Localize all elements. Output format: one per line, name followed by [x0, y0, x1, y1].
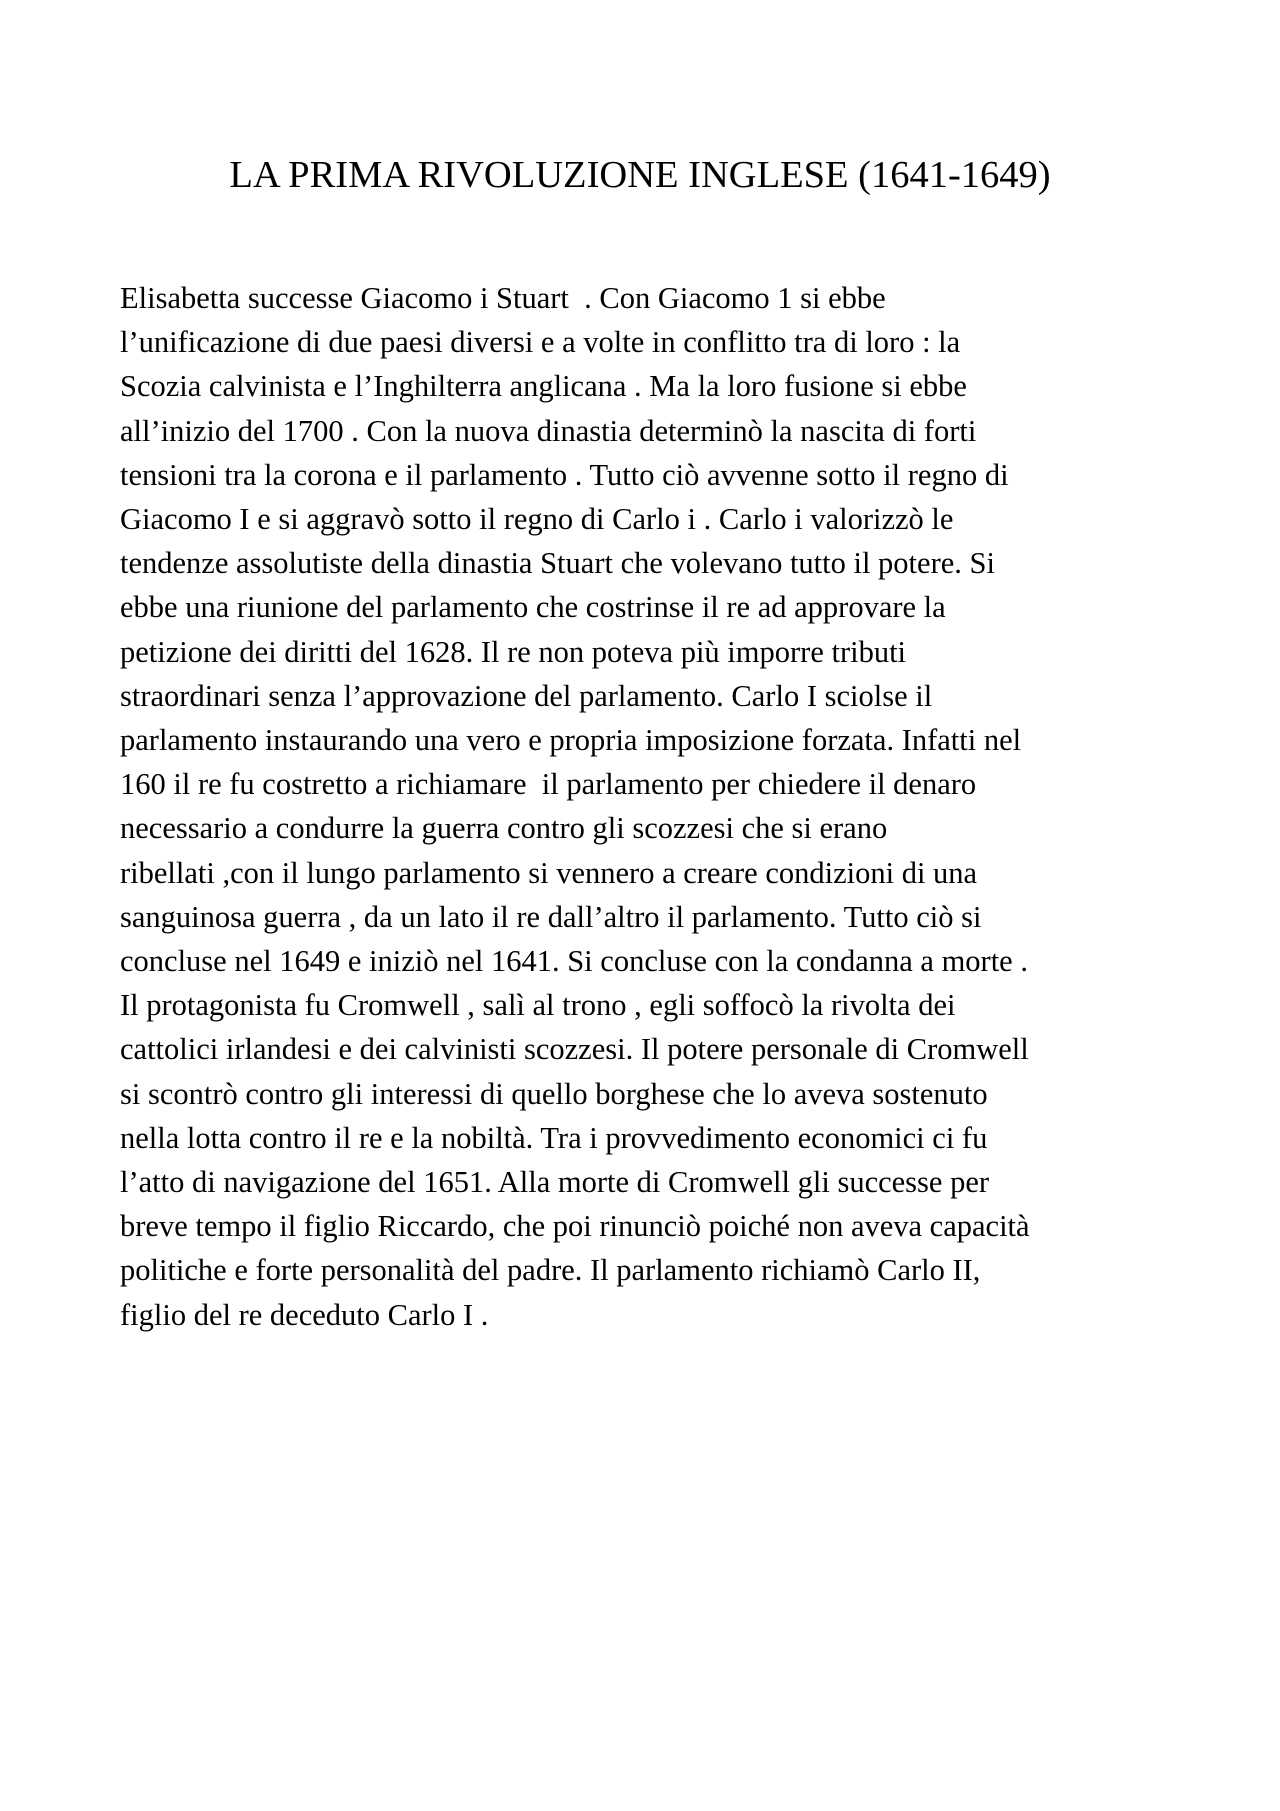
text-line: necessario a condurre la guerra contro gli scozzesi che si erano: [120, 811, 888, 846]
text-line: 160 il re fu costretto a richiamare il parlamento per chiedere il denaro: [120, 767, 977, 802]
text-line: Elisabetta successe Giacomo i Stuart . Con Giacomo 1 si ebbe: [120, 281, 886, 315]
text-line: petizione dei diritti del 1628. Il re non poteva più imporre tributi: [120, 634, 907, 669]
text-line: all’inizio del 1700 . Con la nuova dinastia determinò la nascita di forti: [120, 413, 977, 448]
document-title: LA PRIMA RIVOLUZIONE INGLESE (1641-1649): [229, 154, 1051, 196]
text-line: tendenze assolutiste della dinastia Stuart che volevano tutto il potere. Si: [120, 546, 995, 581]
text-line: parlamento instaurando una vero e propria imposizione forzata. Infatti nel: [120, 723, 1022, 758]
text-line: straordinari senza l’approvazione del parlamento. Carlo I sciolse il: [120, 678, 933, 713]
text-line: cattolici irlandesi e dei calvinisti scozzesi. Il potere personale di Cromwell: [120, 1032, 1029, 1067]
text-line: nella lotta contro il re e la nobiltà. Tra i provvedimento economici ci fu: [120, 1120, 988, 1155]
text-line: figlio del re deceduto Carlo I .: [120, 1297, 489, 1332]
text-line: l’atto di navigazione del 1651. Alla morte di Cromwell gli successe per: [120, 1165, 990, 1200]
text-line: sanguinosa guerra , da un lato il re dall’altro il parlamento. Tutto ciò si: [120, 899, 982, 934]
text-line: concluse nel 1649 e iniziò nel 1641. Si concluse con la condanna a morte .: [120, 944, 1028, 979]
text-line: Scozia calvinista e l’Inghilterra anglicana . Ma la loro fusione si ebbe: [120, 369, 967, 404]
text-line: Giacomo I e si aggravò sotto il regno di Carlo i . Carlo i valorizzò le: [120, 502, 954, 537]
text-line: ebbe una riunione del parlamento che costrinse il re ad approvare la: [120, 590, 946, 625]
text-line: breve tempo il figlio Riccardo, che poi rinunciò poiché non aveva capacità: [120, 1209, 1030, 1244]
text-line: Il protagonista fu Cromwell , salì al trono , egli soffocò la rivolta dei: [120, 988, 956, 1023]
body-paragraph: [120, 276, 1180, 1337]
text-line: tensioni tra la corona e il parlamento . Tutto ciò avvenne sotto il regno di: [120, 457, 1009, 492]
text-line: l’unificazione di due paesi diversi e a volte in conflitto tra di loro : la: [120, 325, 961, 360]
text-line: ribellati ,con il lungo parlamento si vennero a creare condizioni di una: [120, 855, 978, 890]
text-line: si scontrò contro gli interessi di quello borghese che lo aveva sostenuto: [120, 1076, 988, 1111]
text-line: politiche e forte personalità del padre. Il parlamento richiamò Carlo II,: [120, 1253, 981, 1288]
